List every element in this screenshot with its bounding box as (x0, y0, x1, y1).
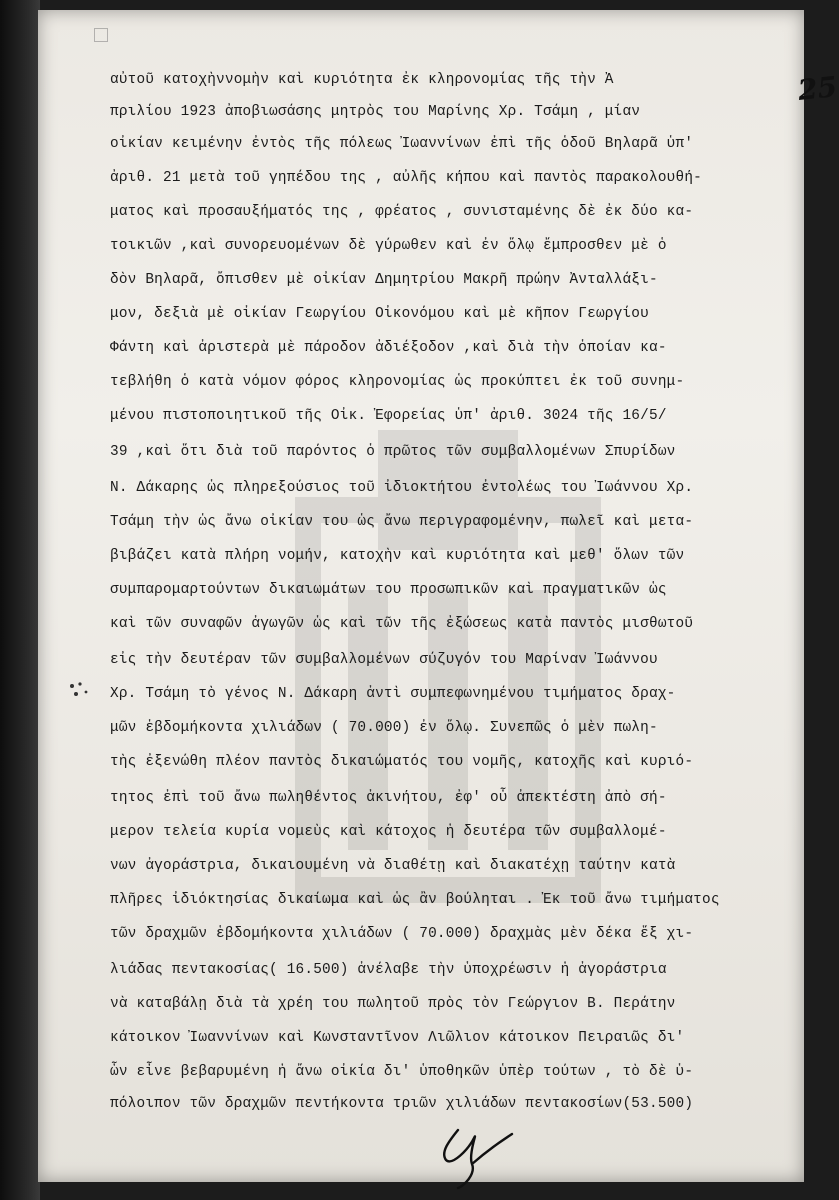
text-line-16: συμπαρομαρτούντων δικαιωμάτων του προσωπικῶν καὶ πραγματικῶν ὡς (110, 582, 667, 598)
text-line-9: Φάντη καὶ ἀριστερὰ μὲ πάροδον ἀδιέξοδον ,καὶ διὰ τὴν ὁποίαν κα- (110, 340, 667, 356)
text-line-15: βιβάζει κατὰ πλήρη νομήν, κατοχὴν καὶ κυριότητα καὶ μεθ' ὅλων τῶν (110, 548, 685, 564)
text-line-8: μον, δεξιὰ μὲ οἰκίαν Γεωργίου Οἰκονόμου καὶ μὲ κῆπον Γεωργίου (110, 306, 649, 322)
text-line-5: ματος καὶ προσαυξήματός της , φρέατος , συνισταμένης δὲ ἐκ δύο κα- (110, 204, 694, 220)
text-line-19: Χρ. Τσάμη τὸ γένος Ν. Δάκαρη ἀντὶ συμπεφωνημένου τιμήματος δραχ- (110, 686, 676, 702)
text-line-22: τητος ἐπὶ τοῦ ἄνω πωληθέντος ἀκινήτου, ἐφ' οὗ ἀπεκτέστη ἀπὸ σή- (110, 790, 667, 806)
text-line-2: πριλίου 1923 ἀποβιωσάσης μητρὸς του Μαρίνης Χρ. Τσάμη , μίαν (110, 104, 641, 120)
scan-left-edge (0, 0, 40, 1200)
text-line-28: νὰ καταβάλῃ διὰ τὰ χρέη του πωλητοῦ πρὸς τὸν Γεώργιον Β. Περάτην (110, 996, 676, 1012)
text-line-24: νων ἀγοράστρια, δικαιουμένη νὰ διαθέτῃ καὶ διακατέχῃ ταύτην κατὰ (110, 858, 676, 874)
text-line-3: οἰκίαν κειμένην ἐντὸς τῆς πόλεως Ἰωαννίνων ἐπὶ τῆς ὁδοῦ Βηλαρᾶ ὑπ' (110, 136, 694, 152)
text-line-1: αὐτοῦ κατοχὴννομὴν καὶ κυριότητα ἐκ κληρονομίας τῆς τὴν Ἀ (110, 72, 614, 88)
text-line-18: εἰς τὴν δευτέραν τῶν συμβαλλομένων σύζυγόν του Μαρίναν Ἰωάννου (110, 652, 658, 668)
text-line-29: κάτοικον Ἰωαννίνων καὶ Κωνσταντῖνον Λιῶλιον κάτοικον Πειραιῶς δι' (110, 1030, 685, 1046)
margin-marks (66, 678, 96, 702)
corner-mark (94, 28, 108, 42)
text-line-11: μένου πιστοποιητικοῦ τῆς Οἰκ. Ἐφορείας ὑπ' ἀριθ. 3024 τῆς 16/5/ (110, 408, 667, 424)
text-line-26: τῶν δραχμῶν ἑβδομήκοντα χιλιάδων ( 70.000) δραχμὰς μὲν δέκα ἕξ χι- (110, 926, 694, 942)
text-line-14: Τσάμη τὴν ὡς ἄνω οἰκίαν του ὡς ἄνω περιγραφομένην, πωλεῖ καὶ μετα- (110, 514, 694, 530)
text-line-6: τοικιῶν ,καὶ συνορευομένων δὲ γύρωθεν καὶ ἐν ὅλῳ ἔμπροσθεν μὲ ὁ (110, 238, 667, 254)
text-line-23: μερον τελεία κυρία νομεὺς καὶ κάτοχος ἡ δευτέρα τῶν συμβαλλομέ- (110, 824, 667, 840)
text-line-10: τεβλήθη ὁ κατὰ νόμον φόρος κληρονομίας ὡς προκύπτει ἐκ τοῦ συνημ- (110, 374, 685, 390)
text-line-27: λιάδας πεντακοσίας( 16.500) ἀνέλαβε τὴν ὑποχρέωσιν ἡ ἀγοράστρια (110, 962, 667, 978)
text-line-13: Ν. Δάκαρης ὡς πληρεξούσιος τοῦ ἰδιοκτήτου ἐντολέως του Ἰωάννου Χρ. (110, 480, 694, 496)
text-line-17: καὶ τῶν συναφῶν ἀγωγῶν ὡς καὶ τῶν τῆς ἐξώσεως κατὰ παντὸς μισθωτοῦ (110, 616, 694, 632)
text-line-4: ἀριθ. 21 μετὰ τοῦ γηπέδου της , αὐλῆς κήπου καὶ παντὸς παρακολουθή- (110, 170, 702, 186)
page-number: 25 (796, 70, 839, 107)
signature (428, 1120, 518, 1190)
text-line-12: 39 ,καὶ ὅτι διὰ τοῦ παρόντος ὁ πρῶτος τῶν συμβαλλομένων Σπυρίδων (110, 444, 676, 460)
text-line-25: πλῆρες ἰδιόκτησίας δικαίωμα καὶ ὡς ἂν βούληται . Ἐκ τοῦ ἄνω τιμήματος (110, 892, 720, 908)
text-line-21: τὴς ἐξενώθη πλέον παντὸς δικαιώματός του νομῆς, κατοχῆς καὶ κυριό- (110, 754, 694, 770)
text-line-20: μῶν ἑβδομήκοντα χιλιάδων ( 70.000) ἐν ὅλῳ. Συνεπῶς ὁ μὲν πωλη- (110, 720, 658, 736)
text-line-30: ὧν εἶνε βεβαρυμένη ἡ ἄνω οἰκία δι' ὑποθηκῶν ὑπὲρ τούτων , τὸ δὲ ὑ- (110, 1064, 694, 1080)
text-line-7: δὸν Βηλαρᾶ, ὄπισθεν μὲ οἰκίαν Δημητρίου Μακρῆ πρώην Ἀνταλλάξι- (110, 272, 658, 288)
text-line-31: πόλοιπον τῶν δραχμῶν πεντήκοντα τριῶν χιλιάδων πεντακοσίων(53.500) (110, 1096, 694, 1112)
